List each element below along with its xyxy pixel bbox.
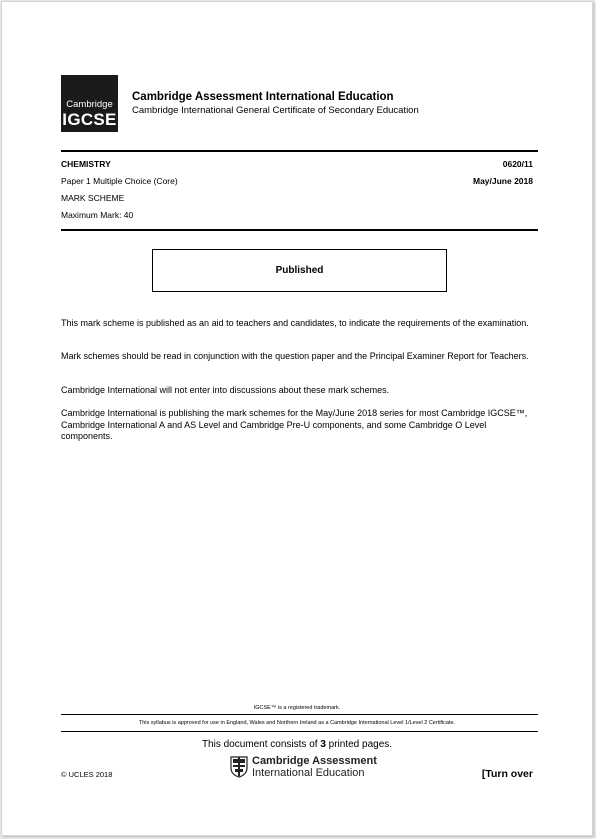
exam-session: May/June 2018 [472, 176, 533, 186]
logo-line-2: IGCSE [62, 110, 117, 129]
footer-rule-1 [61, 714, 538, 715]
page-count: 3 [320, 739, 326, 750]
cambridge-shield-icon [230, 756, 248, 778]
header-rule-top [61, 150, 538, 152]
turn-over-note: [Turn over [481, 768, 533, 780]
cambridge-assessment-logo [230, 755, 380, 781]
paragraph: Cambridge International will not enter into discussions about these mark schemes. [61, 385, 390, 395]
maximum-mark: Maximum Mark: 40 [61, 210, 134, 220]
subject-title: CHEMISTRY [61, 159, 111, 169]
footer-rule-2 [61, 731, 538, 732]
organization-name: Cambridge Assessment International Education [132, 91, 394, 103]
approval-note: This syllabus is approved for use in England, Wales and Northern Ireland as a Cambridge International Level 1/Level 2 Certificate. [138, 720, 456, 726]
copyright: © UCLES 2018 [61, 770, 113, 779]
ca-logo-line-1: Cambridge Assessment [252, 755, 377, 767]
syllabus-code: 0620/11 [502, 159, 533, 169]
header-rule-bottom [61, 229, 538, 231]
paragraph: Mark schemes should be read in conjunction with the question paper and the Principal Examiner Report for Teachers. [61, 351, 529, 361]
paper-title: Paper 1 Multiple Choice (Core) [61, 176, 178, 186]
status-label: Published [275, 265, 324, 276]
logo-line-1: Cambridge [66, 99, 113, 110]
ca-logo-line-2: International Education [252, 767, 365, 779]
document-type: MARK SCHEME [61, 193, 125, 203]
paragraph: This mark scheme is published as an aid to teachers and candidates, to indicate the requirements of the examination. [61, 318, 529, 328]
document-page [1, 1, 593, 836]
organization-subtitle: Cambridge International General Certificate of Secondary Education [132, 105, 419, 116]
paragraph: Cambridge International is publishing the mark schemes for the May/June 2018 series for most Cambridge IGCSE™, Cambridge International A and AS Level and Cambridge Pre-U components, and some Cambridge O Level components. [61, 408, 528, 441]
page-count-statement [2, 739, 592, 750]
status-box [152, 249, 447, 292]
page-count-suffix: printed pages. [325, 739, 393, 750]
trademark-note: IGCSE™ is a registered trademark. [253, 705, 341, 711]
page-count-prefix: This document consists of [201, 739, 321, 750]
igcse-logo [61, 75, 118, 132]
